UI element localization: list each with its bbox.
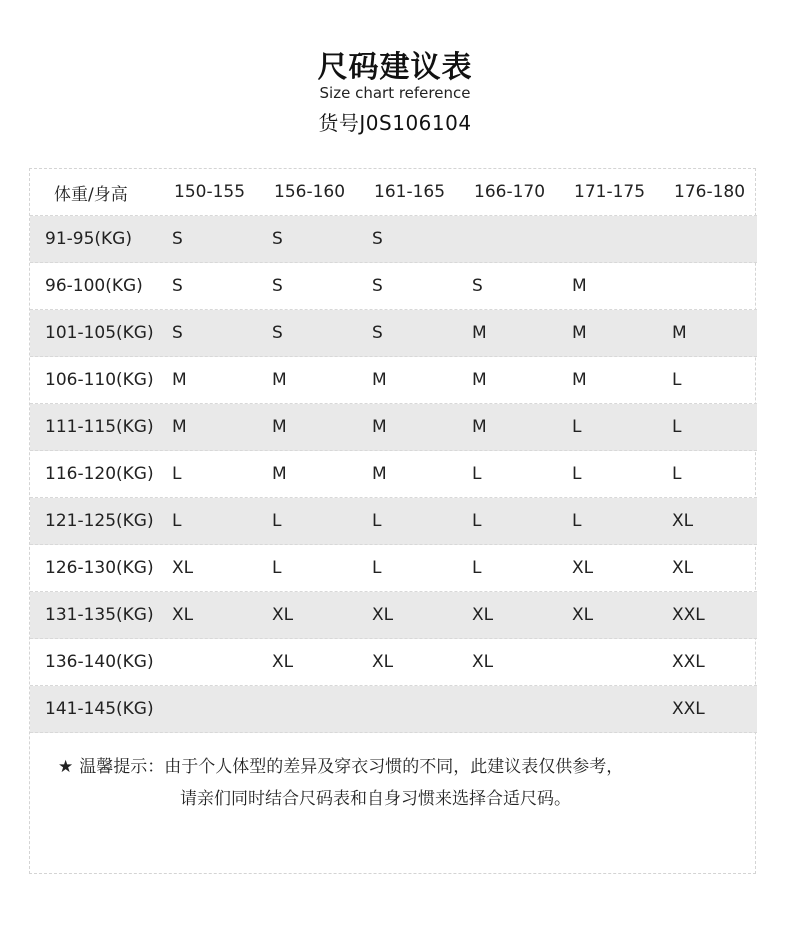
- height-header: 150-155: [174, 182, 246, 202]
- size-cell: L: [472, 511, 482, 531]
- weight-cell: 136-140(KG): [45, 652, 154, 672]
- page-subtitle: Size chart reference: [319, 84, 471, 102]
- size-cell: L: [272, 511, 282, 531]
- size-cell: XXL: [672, 652, 705, 672]
- size-chart-panel: [29, 168, 756, 874]
- size-cell: L: [572, 464, 582, 484]
- size-cell: XL: [372, 605, 394, 625]
- size-cell: S: [372, 229, 383, 249]
- size-cell: M: [272, 417, 287, 437]
- size-cell: [157, 686, 257, 732]
- size-cell: L: [672, 417, 682, 437]
- size-cell: XL: [672, 511, 694, 531]
- size-cell: [557, 216, 657, 262]
- size-cell: [357, 686, 457, 732]
- weight-cell: 101-105(KG): [45, 323, 154, 343]
- size-cell: S: [172, 229, 183, 249]
- size-cell: XL: [172, 558, 194, 578]
- height-header: 161-165: [374, 182, 446, 202]
- weight-cell: 141-145(KG): [45, 699, 154, 719]
- size-cell: L: [672, 370, 682, 390]
- weight-cell: 131-135(KG): [45, 605, 154, 625]
- size-cell: XL: [472, 605, 494, 625]
- height-header: 166-170: [474, 182, 546, 202]
- size-cell: S: [372, 323, 383, 343]
- table-row: [30, 263, 757, 310]
- tip-text-1: 温馨提示：由于个人体型的差异及穿衣习惯的不同，此建议表仅供参考，: [79, 757, 624, 777]
- table-row: [30, 404, 757, 451]
- size-cell: [557, 686, 657, 732]
- size-cell: L: [572, 417, 582, 437]
- table-row: [30, 639, 757, 686]
- weight-cell: 106-110(KG): [45, 370, 154, 390]
- table-row: [30, 310, 757, 357]
- product-sku: 货号J0S106104: [318, 111, 472, 135]
- size-cell: XL: [172, 605, 194, 625]
- table-row: [30, 686, 757, 733]
- size-cell: L: [172, 464, 182, 484]
- size-cell: M: [472, 370, 487, 390]
- size-chart-table: [30, 169, 757, 733]
- table-body: [30, 216, 757, 733]
- weight-cell: 121-125(KG): [45, 511, 154, 531]
- size-cell: L: [372, 511, 382, 531]
- size-cell: [457, 216, 557, 262]
- size-cell: M: [472, 417, 487, 437]
- size-cell: XL: [472, 652, 494, 672]
- size-cell: S: [172, 323, 183, 343]
- size-cell: M: [672, 323, 687, 343]
- table-row: [30, 592, 757, 639]
- size-cell: [657, 216, 757, 262]
- size-cell: XXL: [672, 605, 705, 625]
- size-cell: XL: [272, 652, 294, 672]
- corner-header: 体重/身高: [54, 184, 128, 205]
- size-cell: L: [372, 558, 382, 578]
- table-row: [30, 451, 757, 498]
- size-cell: XXL: [672, 699, 705, 719]
- weight-cell: 91-95(KG): [45, 229, 132, 249]
- table-header-row: [30, 169, 757, 216]
- height-header: 156-160: [274, 182, 346, 202]
- size-cell: S: [272, 229, 283, 249]
- table-row: [30, 357, 757, 404]
- height-header: 176-180: [674, 182, 746, 202]
- size-cell: L: [472, 558, 482, 578]
- size-cell: M: [372, 417, 387, 437]
- size-cell: XL: [372, 652, 394, 672]
- size-cell: L: [572, 511, 582, 531]
- star-icon: ★: [58, 757, 74, 777]
- table-row: [30, 216, 757, 263]
- tip-line-2: 请亲们同时结合尺码表和自身习惯来选择合适尺码。: [180, 789, 571, 809]
- size-cell: S: [272, 323, 283, 343]
- weight-cell: 111-115(KG): [45, 417, 154, 437]
- size-cell: M: [572, 370, 587, 390]
- size-cell: M: [272, 370, 287, 390]
- size-cell: S: [472, 276, 483, 296]
- size-cell: S: [272, 276, 283, 296]
- size-cell: XL: [572, 558, 594, 578]
- size-cell: [557, 639, 657, 685]
- weight-cell: 116-120(KG): [45, 464, 154, 484]
- size-cell: M: [172, 417, 187, 437]
- size-cell: XL: [272, 605, 294, 625]
- size-cell: M: [372, 370, 387, 390]
- table-row: [30, 545, 757, 592]
- size-cell: M: [472, 323, 487, 343]
- table-row: [30, 498, 757, 545]
- size-cell: M: [272, 464, 287, 484]
- size-cell: S: [372, 276, 383, 296]
- size-cell: [457, 686, 557, 732]
- size-cell: L: [472, 464, 482, 484]
- height-header: 171-175: [574, 182, 646, 202]
- size-cell: [257, 686, 357, 732]
- size-cell: L: [172, 511, 182, 531]
- size-cell: XL: [672, 558, 694, 578]
- size-cell: [157, 639, 257, 685]
- size-cell: XL: [572, 605, 594, 625]
- size-cell: M: [172, 370, 187, 390]
- size-cell: L: [672, 464, 682, 484]
- page-title: 尺码建议表: [317, 50, 473, 85]
- size-cell: M: [372, 464, 387, 484]
- size-cell: M: [572, 276, 587, 296]
- tip-line-1: [58, 752, 623, 777]
- weight-cell: 96-100(KG): [45, 276, 143, 296]
- size-cell: L: [272, 558, 282, 578]
- size-cell: M: [572, 323, 587, 343]
- weight-cell: 126-130(KG): [45, 558, 154, 578]
- size-cell: S: [172, 276, 183, 296]
- size-cell: [657, 263, 757, 309]
